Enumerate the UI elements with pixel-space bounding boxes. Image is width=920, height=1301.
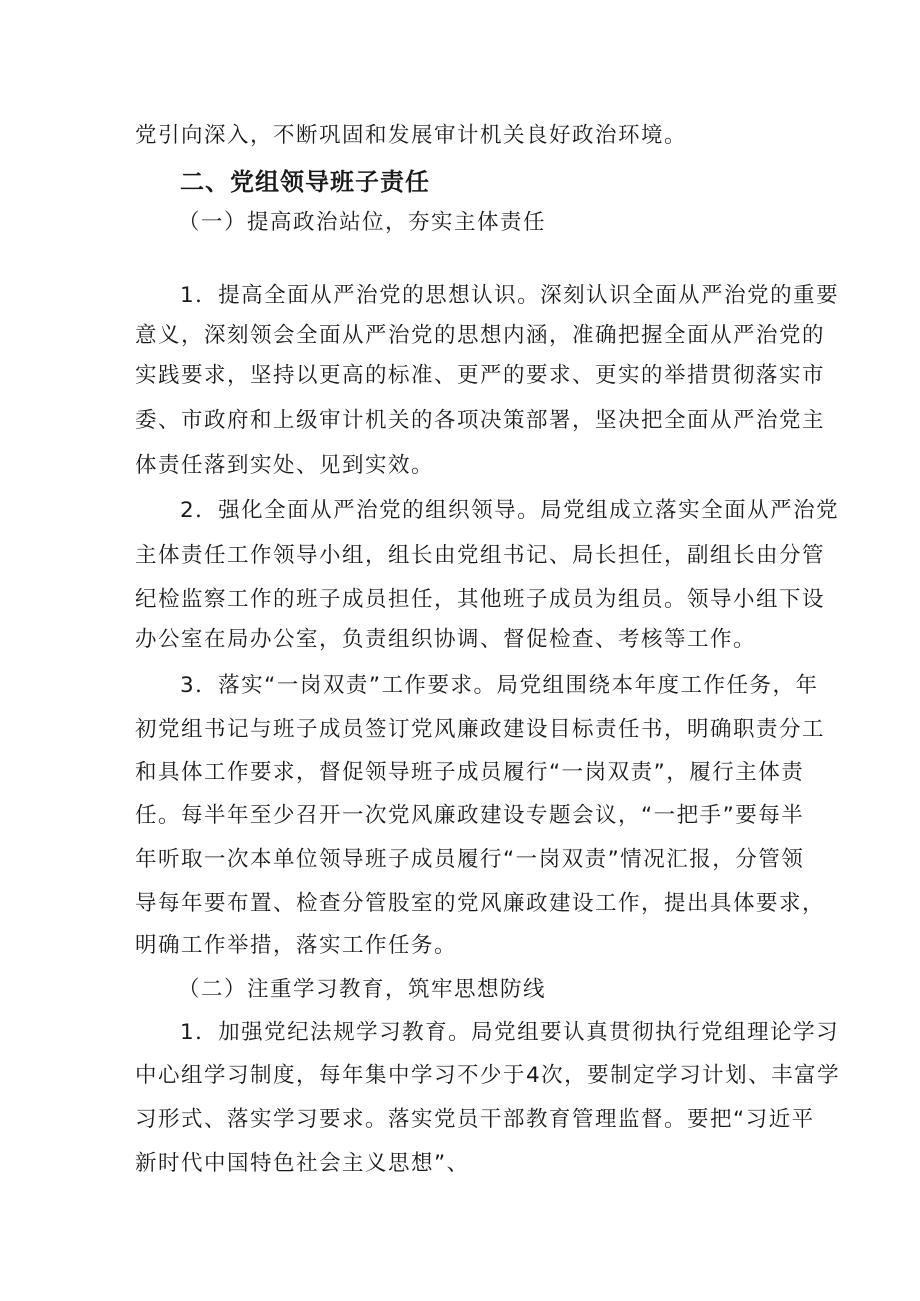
paragraph-line: 导每年要布置、检查分管股室的党风廉政建设工作，提出具体要求， xyxy=(135,891,826,916)
paragraph-line: 主体责任工作领导小组，组长由党组书记、局长担任，副组长由分管 xyxy=(135,543,826,568)
paragraph-line: 3．落实“一岗双责”工作要求。局党组围绕本年度工作任务，年 xyxy=(180,673,819,698)
paragraph-line: 委、市政府和上级审计机关的各项决策部署，坚决把全面从严治党主 xyxy=(135,408,826,433)
paragraph-line: 中心组学习制度，每年集中学习不少于4次，要制定学习计划、丰富学 xyxy=(135,1063,841,1088)
section-heading: 二、党组领导班子责任 xyxy=(180,168,430,196)
paragraph-line: 意义，深刻领会全面从严治党的思想内涵，准确把握全面从严治党的 xyxy=(135,323,826,348)
paragraph-line: 实践要求，坚持以更高的标准、更严的要求、更实的举措贯彻落实市 xyxy=(135,363,826,388)
paragraph-line: 体责任落到实处、见到实效。 xyxy=(135,453,435,478)
paragraph-line: 年听取一次本单位领导班子成员履行“一岗双责”情况汇报，分管领 xyxy=(135,847,805,872)
paragraph-line: 党引向深入，不断巩固和发展审计机关良好政治环境。 xyxy=(135,123,688,148)
paragraph-line: 明确工作举措，落实工作任务。 xyxy=(135,933,458,958)
paragraph-line: 办公室在局办公室，负责组织协调、督促检查、考核等工作。 xyxy=(135,627,757,652)
paragraph-line: 2．强化全面从严治党的组织领导。局党组成立落实全面从严治党 xyxy=(180,498,840,523)
paragraph-line: 和具体工作要求，督促领导班子成员履行“一岗双责”，履行主体责 xyxy=(135,760,805,785)
paragraph-line: 习形式、落实学习要求。落实党员干部教育管理监督。要把“习近平 xyxy=(135,1107,815,1132)
paragraph-line: 1．提高全面从严治党的思想认识。深刻认识全面从严治党的重要 xyxy=(180,283,840,308)
paragraph-line: 任。每半年至少召开一次党风廉政建设专题会议，“一把手”要每半 xyxy=(135,803,805,828)
paragraph-line: 纪检监察工作的班子成员担任，其他班子成员为组员。领导小组下设 xyxy=(135,587,826,612)
subsection-heading: （一）提高政治站位，夯实主体责任 xyxy=(178,210,547,235)
paragraph-line: 1．加强党纪法规学习教育。局党组要认真贯彻执行党组理论学习 xyxy=(180,1020,840,1045)
paragraph-line: 初党组书记与班子成员签订党风廉政建设目标责任书，明确职责分工 xyxy=(135,717,826,742)
subsection-heading: （二）注重学习教育，筑牢思想防线 xyxy=(178,977,547,1002)
paragraph-line: 新时代中国特色社会主义思想”、 xyxy=(135,1151,470,1176)
